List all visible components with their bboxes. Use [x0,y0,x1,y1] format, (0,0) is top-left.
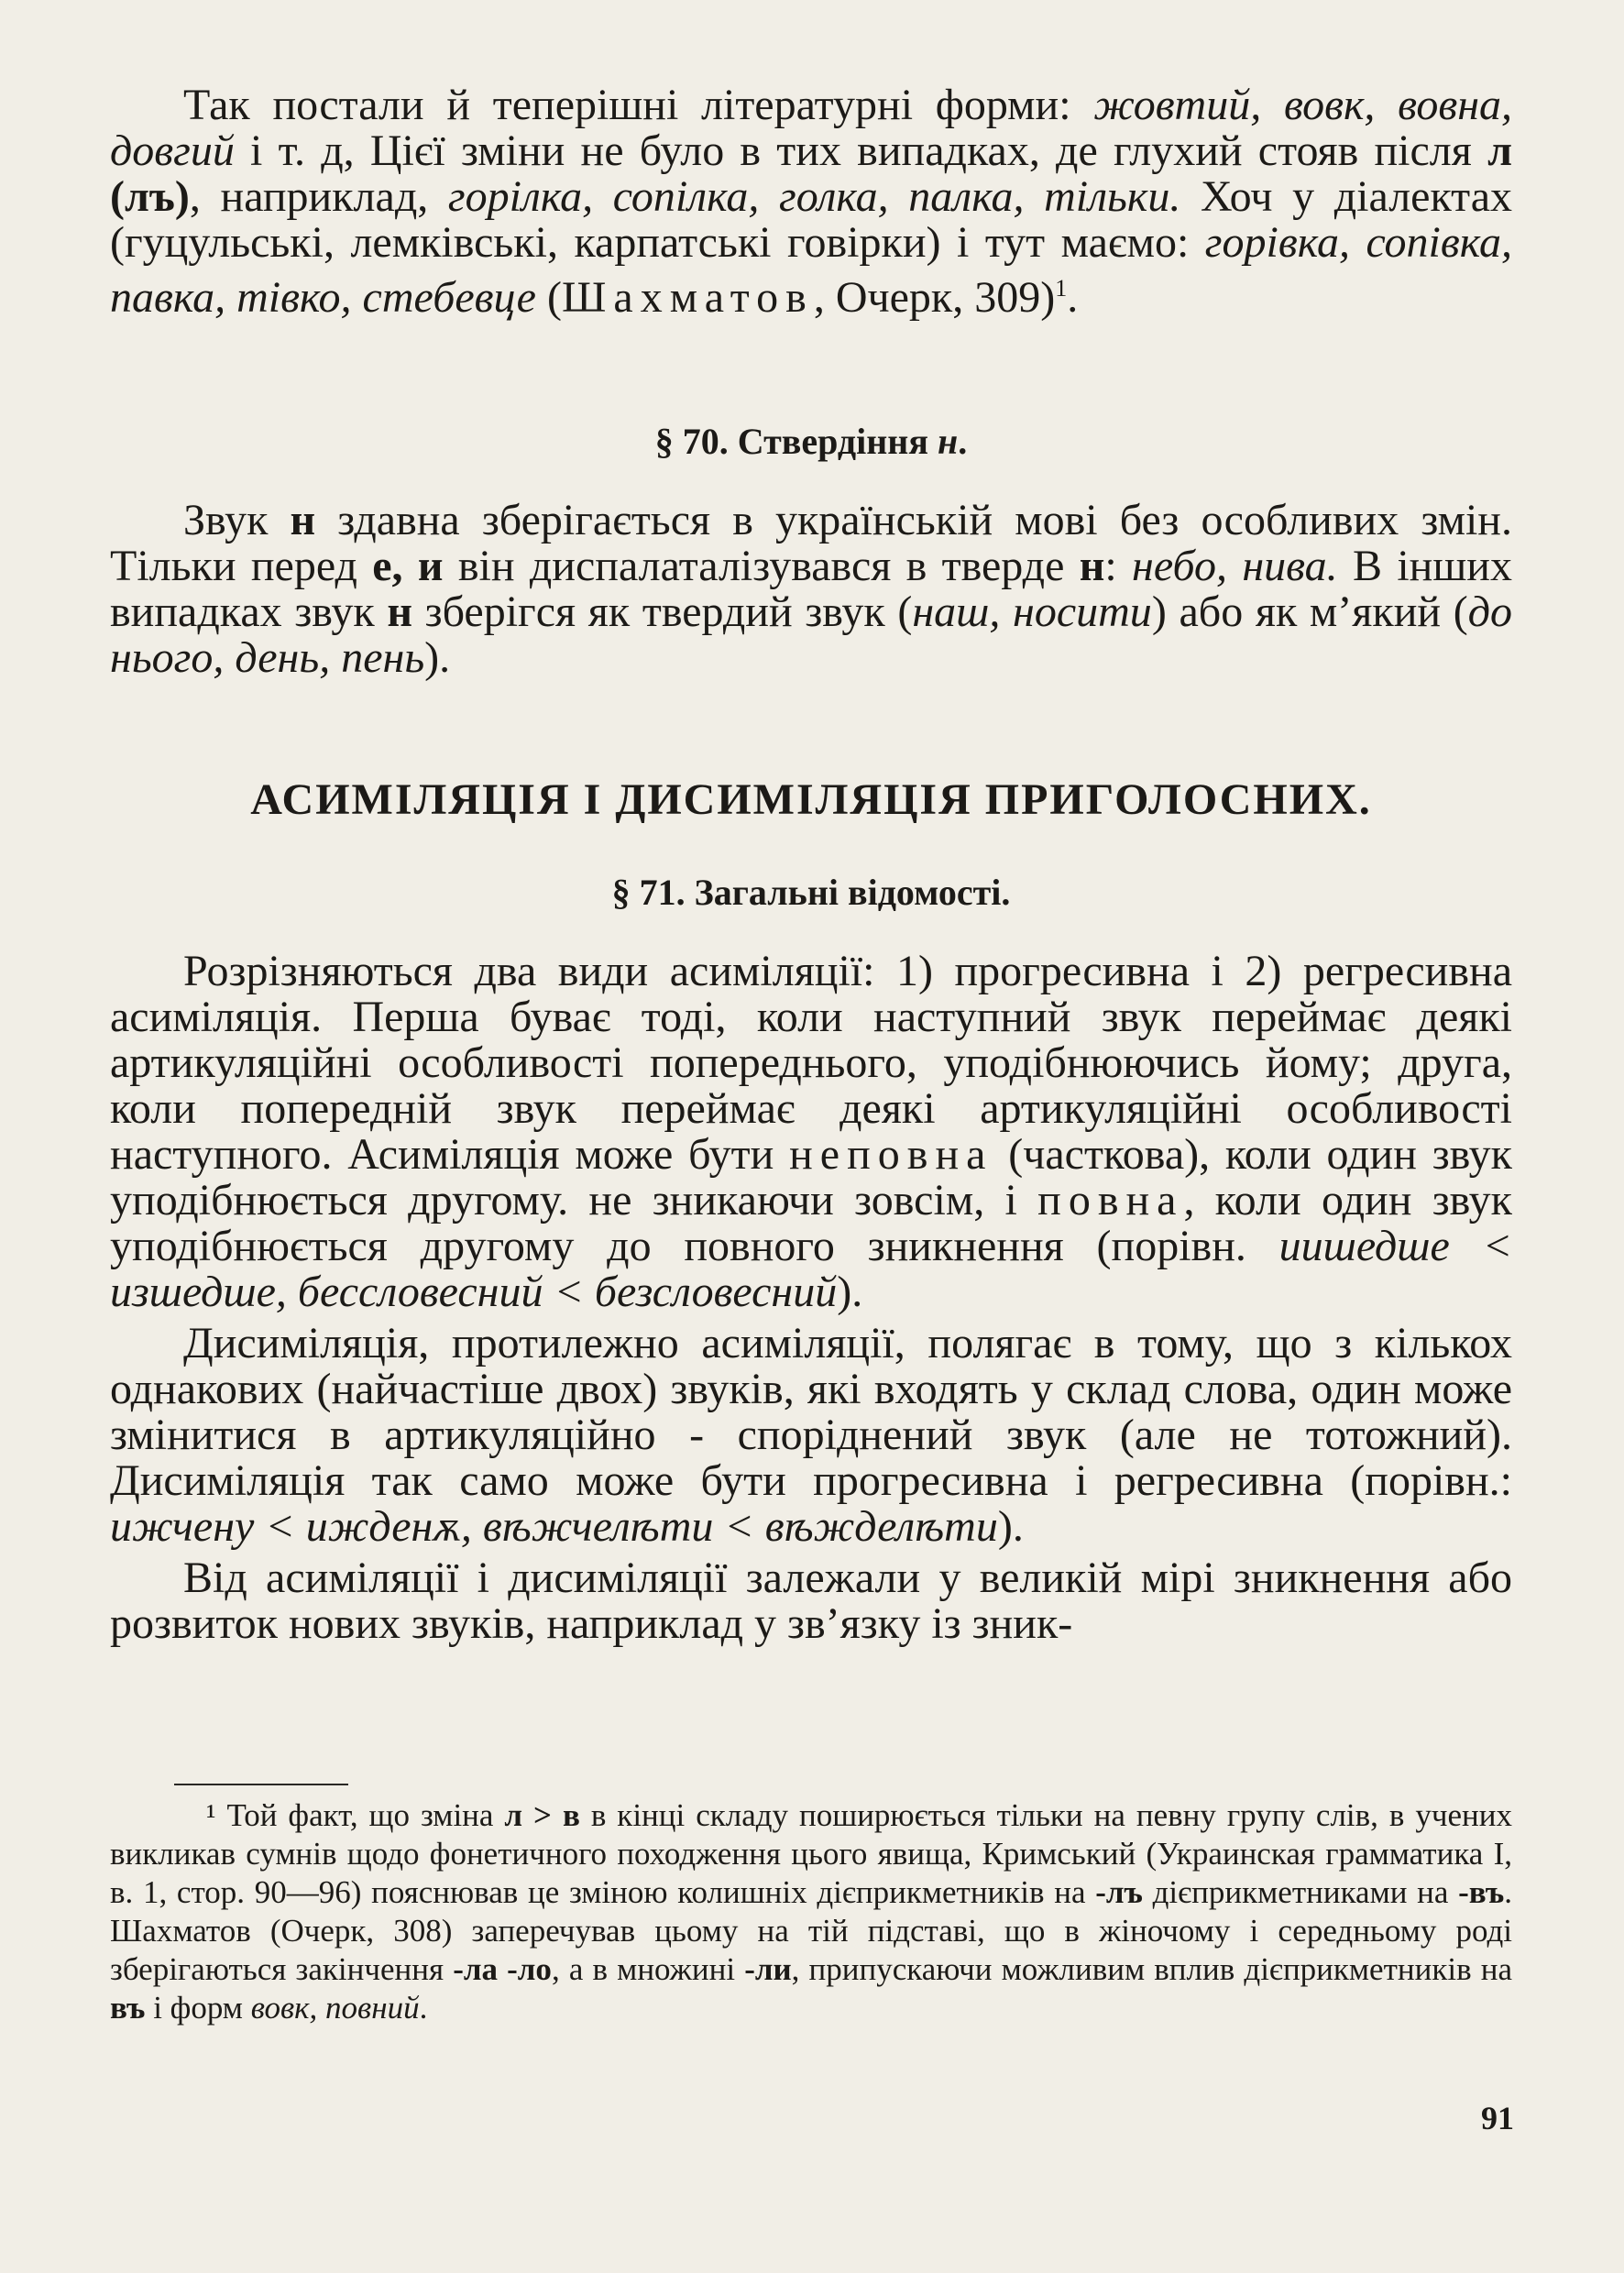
text: (часткова), коли один звук уподібнюється другому. не зникаючи зовсім, і [110,1130,1512,1224]
section-70 [110,420,1512,463]
italic-example: ижчену < ижденѫ, вѣжчелѣти < вѣжделѣти [110,1502,998,1551]
text: . Шахматов (Очерк, 308) заперечував цьому на тій підставі, що в жіночому і середньому роді зберігаються закінчення [110,1874,1512,1987]
footnote-mark: ¹ [206,1797,216,1833]
section-71-heading-block [110,871,1512,914]
section-71-paragraph-1 [110,949,1512,1315]
section-70-heading [110,420,1512,463]
section-71-paragraph-2 [110,1321,1512,1550]
section-70-paragraph [110,498,1512,681]
bold-suffix: -лъ [1095,1874,1143,1910]
bold-letter: н [290,496,316,544]
bold-suffix: въ [110,1990,146,2026]
spaced-term: повна [1037,1176,1184,1224]
bold-suffix: -въ [1458,1874,1505,1910]
footnote-reference[interactable]: 1 [1055,275,1068,302]
bold-letter: л (лъ) [110,126,1512,221]
text: він диспалаталізувався в тверде [443,542,1080,590]
text: , припускаючи можливим вплив дієприкметників на [791,1951,1513,1987]
bold-letter: н [1079,542,1105,590]
text: Дисиміляція, протилежно асиміляції, полягає в тому, що з кількох однакових (найчастіше двох) звуків, які входять у склад слова, один може змінитися в артикуляційно - споріднений звук (але не тотожний). Дисиміляція так само може бути прогресивна і регресивна (порівн.: [110,1319,1512,1505]
text: ). [837,1268,863,1316]
section-70-body [110,498,1512,681]
page-number: 91 [1481,2100,1514,2136]
italic-example: до нього, день, пень [110,587,1513,682]
italic-example: иишедше < изшедше, бессловесний < безсловесний [110,1222,1512,1316]
section-71-paragraph-3: Від асиміляції і дисиміляції залежали у великій мірі зникнення або розвиток нових звуків, наприклад у зв’язку із зник- [110,1554,1512,1648]
italic-example: горівка, сопівка, павка, тівко, стебевце [110,218,1512,322]
text: і т. д, Цієї зміни не було в тих випадках, де глухий стояв після [234,126,1488,175]
section-71-heading: § 71. Загальні відомості. [611,872,1011,913]
bold-suffix: -ла -ло [453,1951,552,1987]
italic-example: горілка, сопілка, голка, палка, тільки. [447,172,1181,221]
text: в кінці складу поширюється тільки на певну групу слів, в учених викликав сумнів щодо фонетичного походження цього явища, Кримський (Украинская грамматика І, в. 1, стор. 90—96) пояснював це зміною колишніх дієприкметників на [110,1797,1512,1910]
text: Звук [183,496,291,544]
italic-example: жовтий, вовк, вовна, довгий [110,81,1513,175]
text: зберігся як твердий звук ( [411,587,913,636]
italic-example: наш, носити [912,587,1152,636]
section-number: § 70. [654,421,738,462]
footnote [110,1796,1512,2027]
italic-example: небо, нива. [1132,542,1338,590]
text: . [1067,273,1079,322]
chapter-heading-block [110,774,1512,825]
text: . [419,1990,428,2026]
text: ). [424,633,451,682]
text: ( [535,273,562,322]
text: . [958,421,968,462]
text: дієприкметниками на [1142,1874,1459,1910]
text: Розрізняються два види асиміляції: 1) прогресивна і 2) регресивна асиміляція. Перша буває тоді, коли наступний звук переймає деякі артикуляційні особливості попереднього, уподібнюючись йому; друга, коли попередній звук переймає деякі артикуляційні особливості наступного. Асиміляція може бути [110,947,1512,1179]
spaced-author-name: Шахматов [561,273,814,322]
section-71-body [110,949,1512,1647]
text: ) або як м’який ( [1151,587,1468,636]
text: Так постали й теперішні літературні форми: [183,81,1094,129]
text: , коли один звук уподібнюється другому до повного зникнення (порівн. [110,1176,1513,1270]
text: Той факт, що зміна [215,1797,505,1833]
text: : [1104,542,1133,590]
text: , а в множині [551,1951,745,1987]
text: ). [997,1502,1024,1551]
text: , наприклад, [189,172,448,221]
continuation-paragraph [110,82,1512,321]
bold-letter: л > в [504,1797,580,1833]
continuation-paragraph-block [110,82,1512,321]
bold-letter: н [387,587,412,636]
text: В інших випадках звук [110,542,1512,636]
bold-letter: е, и [372,542,444,590]
text: здавна зберігається в українській мові без особливих змін. Тільки перед [110,496,1512,590]
spaced-term: неповна [789,1130,993,1179]
italic-example: вовк, повний [250,1990,420,2026]
text: , Очерк, 309) [813,273,1056,322]
bold-suffix: -ли [744,1951,792,1987]
text: і форм [145,1990,251,2026]
footnote-divider [174,1784,348,1785]
text: Хоч у діалектах (гуцульські, лемківські, карпатські говірки) і тут маємо: [110,172,1513,267]
section-title-letter: н [937,421,959,462]
section-title: Ствердіння [737,421,938,462]
chapter-heading: АСИМІЛЯЦІЯ І ДИСИМІЛЯЦІЯ ПРИГОЛОСНИХ. [250,775,1372,824]
